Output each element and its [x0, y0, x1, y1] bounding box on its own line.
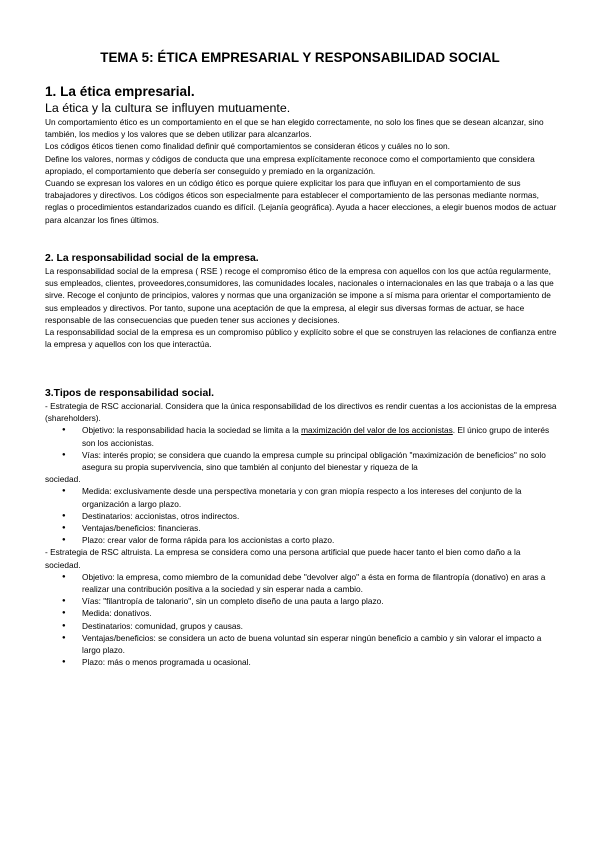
strategy-altruista-intro: - Estrategia de RSC altruista. La empresa se considera como una persona artificial que puede hacer tanto el bien como daño a la sociedad. — [45, 547, 521, 570]
strategy-accionarial-list — [45, 424, 558, 546]
list-item: ● Vías: "filantropía de talonario", sin un completo diseño de una pauta a largo plazo. — [45, 595, 558, 607]
list-item: ● Medida: exclusivamente desde una perspectiva monetaria y con gran miopía respecto a los intereses del conjunto de la organización a largo plazo. — [45, 485, 558, 509]
section-2-heading: 2. La responsabilidad social de la empresa. — [45, 253, 259, 264]
list-item: ● Plazo: crear valor de forma rápida para los accionistas a corto plazo. — [45, 534, 558, 546]
section-1-heading: 1. La ética empresarial. — [45, 84, 195, 99]
vias-text: Vías: interés propio; se considera que cuando la empresa cumple su principal obligación "maximización de beneficios" no solo asegura su propia supervivencia, sino que también al conjunto del bienestar y riqueza de la — [82, 449, 546, 473]
list-item: ● Ventajas/beneficios: financieras. — [45, 522, 558, 534]
document-title: TEMA 5: ÉTICA EMPRESARIAL Y RESPONSABILIDAD SOCIAL — [100, 50, 500, 65]
list-item: ● Ventajas/beneficios: se considera un acto de buena voluntad sin esperar ningún beneficio a cambio y sin valorar el impacto a largo plazo. — [45, 632, 558, 656]
list-item: ● Plazo: más o menos programada u ocasional. — [45, 656, 558, 668]
strategy-accionarial-intro: - Estrategia de RSC accionarial. Considera que la única responsabilidad de los directivos es rendir cuentas a los accionistas de la empresa (shareholders). — [45, 401, 557, 424]
list-item — [45, 424, 558, 448]
section-1-paragraph-1: Un comportamiento ético es un comportamiento en el que se han elegido correctamente, no solo los fines que se desean alcanzar, sino también, los medios y los valores que se deben utilizar para alcanzarlos. — [45, 117, 544, 140]
section-1-paragraph-3: Define los valores, normas y códigos de conducta que una empresa explícitamente reconoce como el comportamiento que considera apropiado, el comportamiento que debería ser conseguido y premiado en la organización. — [45, 153, 535, 176]
section-responsabilidad-social — [45, 252, 558, 350]
section-2-paragraph-1: La responsabilidad social de la empresa ( RSE ) recoge el compromiso ético de la empresa con aquellos con los que actúa regularmente, sus empleados, clientes, proveedores,consumidores, las comunidades locales, nacionales o internacionales en las que trabaja o a las que sirve. Recoge el conjunto de principios, valores y normas que una organización se impone a sí misma para orientar el comportamiento de sus empleados y directivos. Por tanto, supone una aceptación de que la empresa, al elegir sus diversas formas de actuar, se hace responsable de las consecuencias que pueden tener sus acciones y decisiones. — [45, 266, 554, 325]
section-1-subheading: La ética y la cultura se influyen mutuamente. — [45, 101, 291, 115]
strategy-altruista-list — [45, 571, 558, 669]
list-item: ● Destinatarios: accionistas, otros indirectos. — [45, 510, 558, 522]
section-etica-empresarial — [45, 83, 558, 226]
underlined-phrase: maximización del valor de los accionistas — [301, 425, 453, 436]
objetivo-text-end: . El único grupo de interés son los accionistas. — [82, 425, 550, 448]
section-tipos-responsabilidad — [45, 387, 558, 668]
list-item: ● Objetivo: la empresa, como miembro de la comunidad debe "devolver algo" a ésta en forma de filantropía (donativo) en aras a realizar una contribución positiva a la sociedad y sin esperar nada a cambio. — [45, 571, 558, 595]
objetivo-text: Objetivo: la responsabilidad hacia la sociedad se limita a la — [82, 425, 302, 436]
list-item: ● Medida: donativos. — [45, 607, 558, 619]
list-item — [45, 449, 558, 486]
section-3-heading: 3.Tipos de responsabilidad social. — [45, 388, 214, 399]
section-1-paragraph-4: Cuando se expresan los valores en un código ético es porque quiere explicitar los para que influyan en el comportamiento de sus trabajadores y directivos. Los códigos éticos son especialmente para establecer el comportamiento de las personas mediante normas, reglas o procedimientos estandarizados cuando es difícil. (Lejanía geográfica). Ayuda a hacer elecciones, a elegir buenos modos de actuar para alcanzar los fines últimos. — [45, 178, 557, 225]
list-item: ● Destinatarios: comunidad, grupos y causas. — [45, 620, 558, 632]
vias-text-tail: sociedad. — [45, 474, 81, 485]
section-1-paragraph-2: Los códigos éticos tienen como finalidad definir qué comportamientos se consideran éticos y cuáles no lo son. — [45, 141, 450, 152]
section-2-paragraph-2: La responsabilidad social de la empresa es un compromiso público y explícito sobre el que se construyen las relaciones de confianza entre la empresa y aquellos con los que interactúa. — [45, 327, 557, 350]
